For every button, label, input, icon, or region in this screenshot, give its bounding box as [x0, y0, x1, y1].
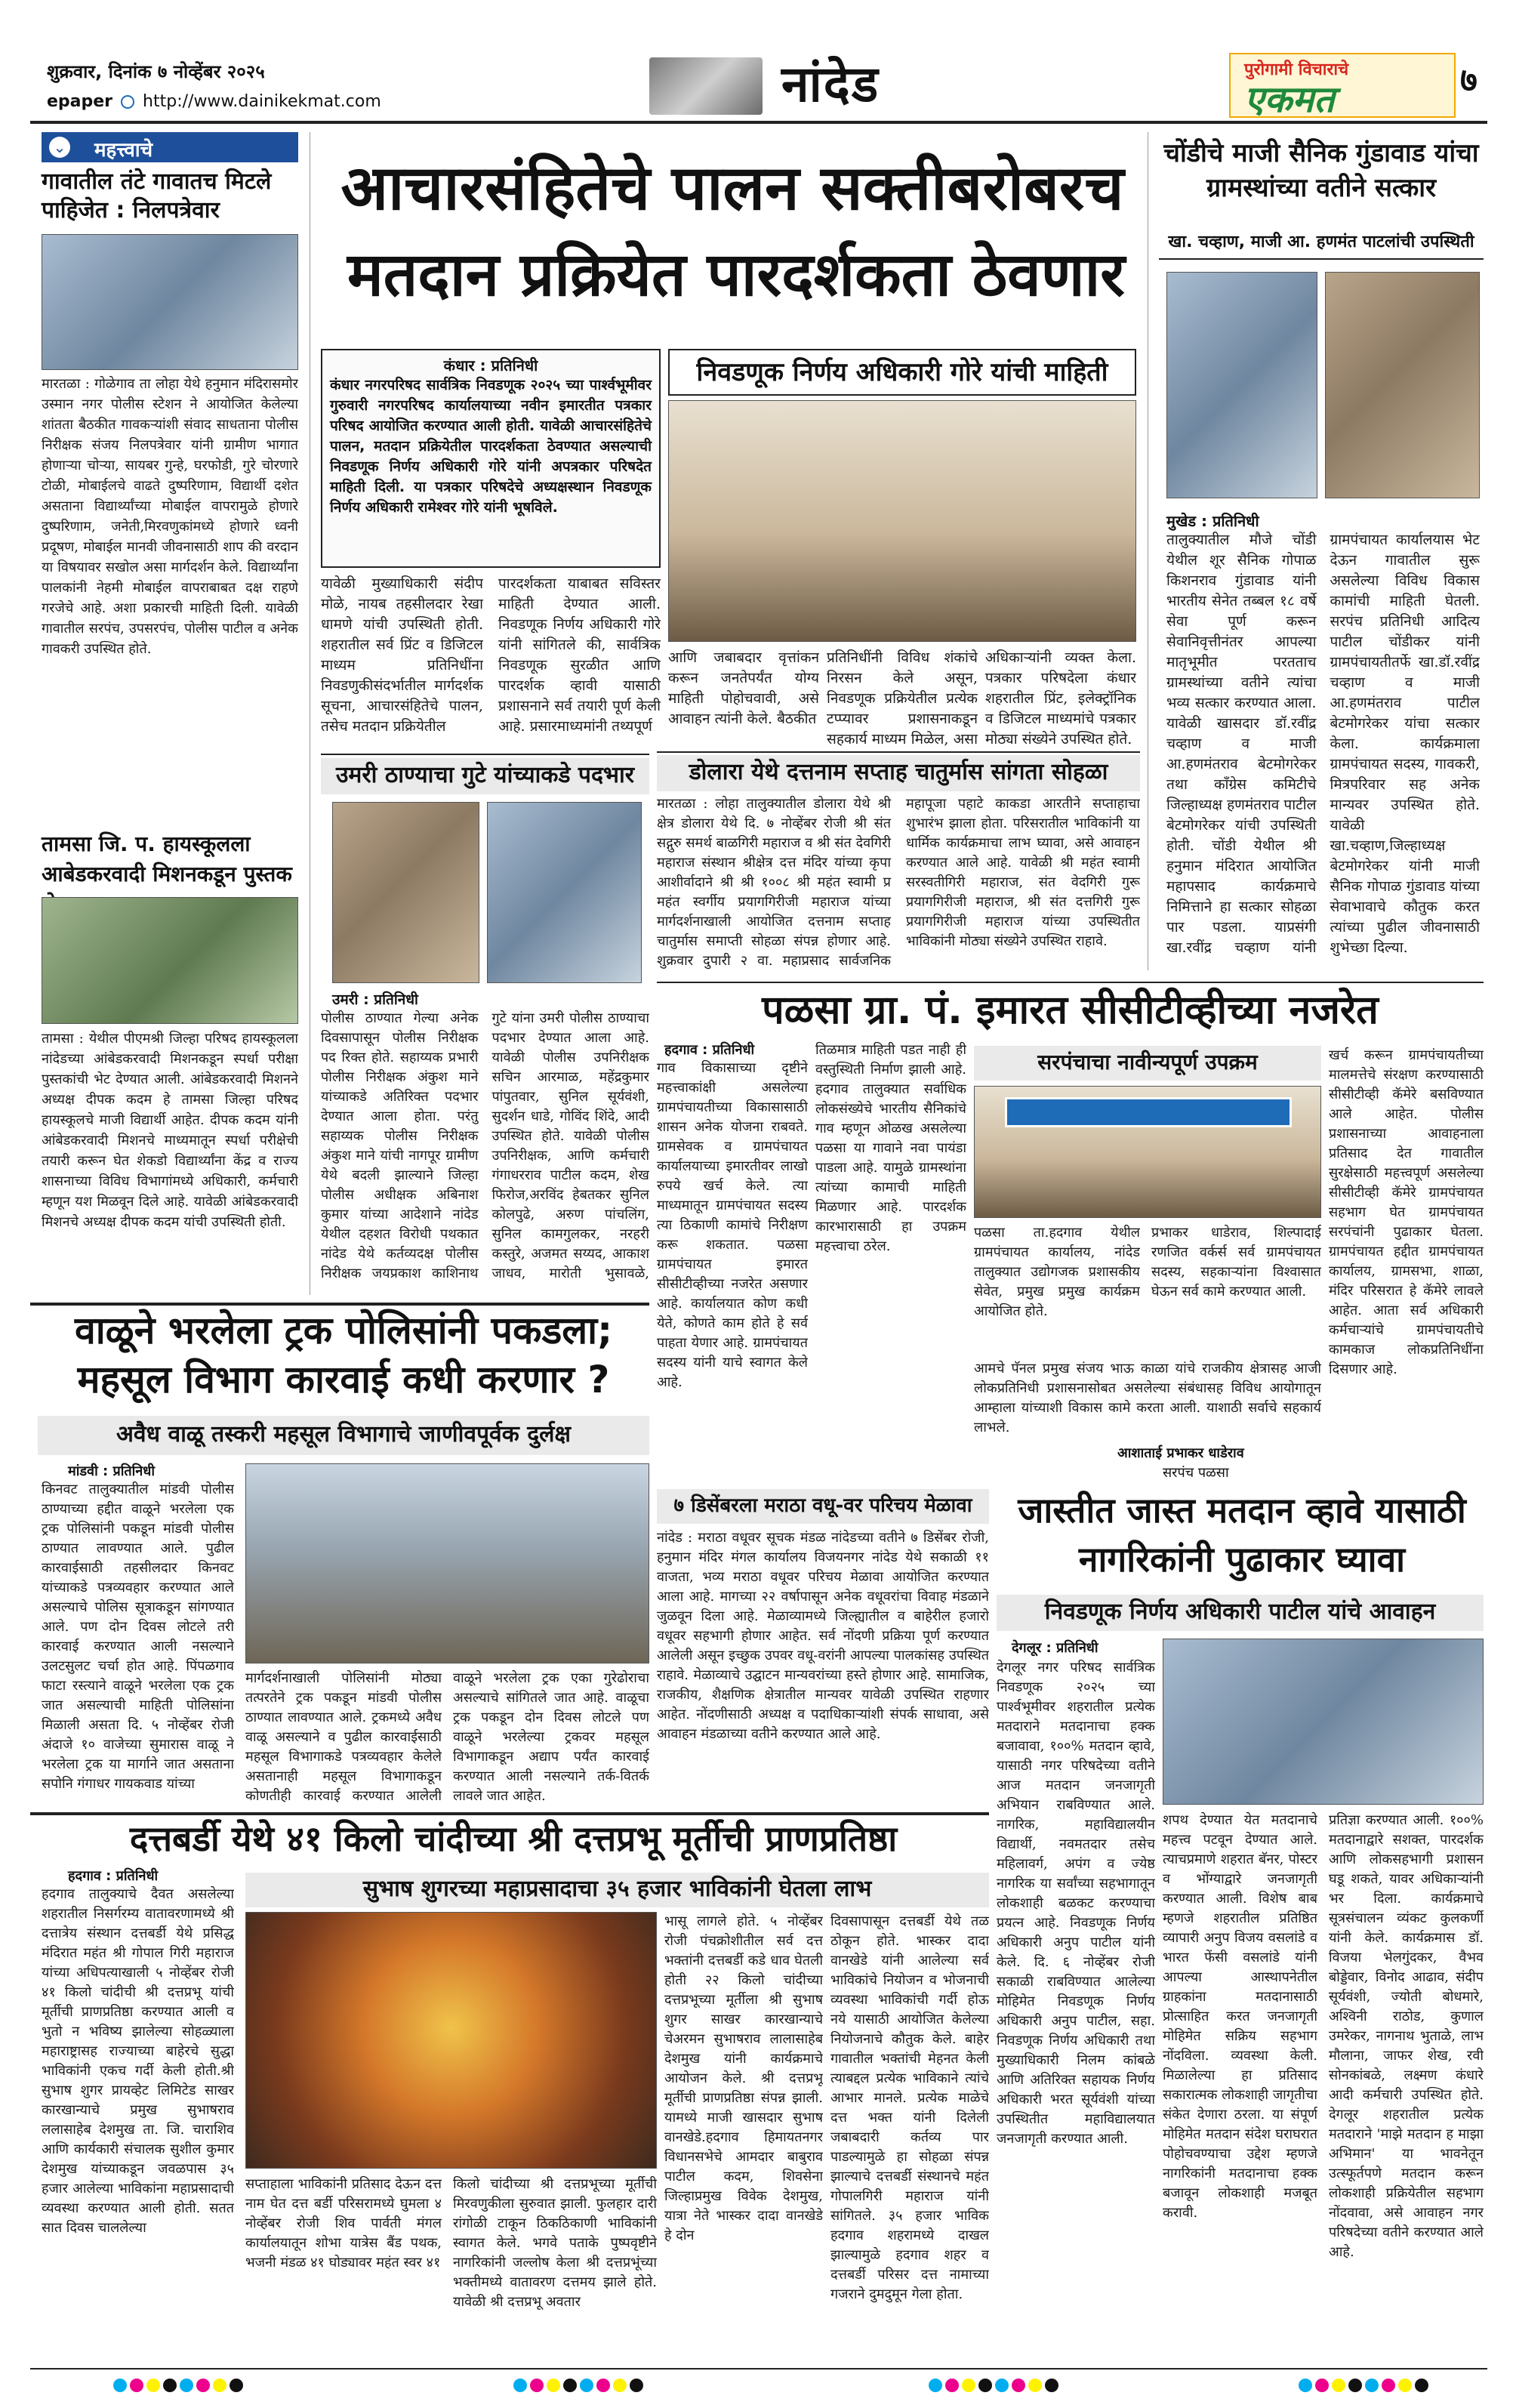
color-registration-far-right — [1299, 2379, 1431, 2395]
dattabardi-caption: सप्ताहाला भाविकांनी प्रतिसाद देऊन दत्त नाम घेत दत्त बर्डी परिसरामध्ये घुमला ४ नोव्हेंबर रोजी शिव पार्वती मंगल कार्यालयातून शोभा यात्रेस बैंड पथक, भजनी मंडळ ४१ घोड्यावर महंत स्वर ४१ — [245, 2176, 442, 2271]
epaper-link[interactable] — [47, 92, 381, 111]
patil-col2: शपथ देण्यात येत मतदानाचे महत्त्व पटवून देण्यात आले. त्याचप्रमाणे शहरात बॅनर, पोस्टर व भोंग्याद्वारे जनजागृती करण्यात आली. विशेष बाब म्हणजे शहरातील प्रतिष्ठित व्यापारी अनुप विजय वसलांडे व भारत फेंसी वसलांडे यांनी आपल्या आस्थापनेतील ग्राहकांना मतदानासाठी प्रोत्साहित करत जनजागृती मोहिमेत सक्रिय सहभाग नोंदविला. व्यवस्था केली. मिळालेल्या हा प्रतिसाद सकारात्मक लोकशाही जागृतीचा संकेत देणारा ठरला. या संपूर्ण मोहिमेत मतदान संदेश घराघरात पोहोचवण्याचा उद्देश म्हणजे नागरिकांनी मतदानाचा हक्क बजावून लोकशाही मजबूत करावी. — [1163, 1812, 1317, 2221]
dolara-rule — [657, 751, 1140, 753]
palsa-caption-right: प्रभाकर धाडेराव, शिल्पादाई रणजित वर्कर्स सर्व ग्रामपंचायत सदस्य, सहकाऱ्यांना विश्वासात घेऊन सर्व कामे करण्यात आली. — [1151, 1225, 1321, 1300]
dattabardi-col2: किलो चांदीच्या श्री दत्तप्रभूच्या मूर्तीची मिरवणुकीला सुरुवात झाली. फुलहार दारी रांगोळी टाकून ठिकठिकाणी भाविकांनी स्वागत केले. भगवे पताके पुष्पवृष्टीने नागरिकांनी जल्लोष केला श्री दत्तप्रभूंच्या भक्तीमध्ये वातावरण दत्तमय झाले होते. यावेळी श्री दत्तप्रभू अवतार — [453, 2176, 657, 2310]
left-story1-headline: गावातील तंटे गावातच मिटले पाहिजेत : निलपत्रेवार — [42, 168, 272, 224]
dattabardi-col3: भासू लागले होते. ५ नोव्हेंबर रोजी पंचक्रोशीतील सर्व दत्त भक्तांनी दत्तबर्डी कडे धाव घेतली होती २२ किलो चांदीच्या दत्तप्रभूच्या मूर्तीला श्री सुभाष शुगर साखर कारखान्याचे चेअरमन सुभाषराव लालासाहेब देशमुख यांनी कार्यक्रमाचे आयोजन केले. श्री दत्तप्रभू मूर्तीची प्राणप्रतिष्ठा संपन्न झाली. यामध्ये माजी खासदार सुभाष वानखेडे.हदगाव हिमायतनगर विधानसभेचे आमदार बाबुराव पाटील कदम, शिवसेना जिल्हाप्रमुख विवेक देशमुख, यात्रा नेते भास्कर दादा वानखेडे हे दोन — [664, 1913, 823, 2243]
palsa-col2: तिळमात्र माहिती पडत नाही ही वस्तुस्थिती निर्माण झाली आहे. हदगाव तालुक्यात सर्वाधिक लोकसंख्येचे भारतीय सैनिकांचे गाव म्हणून ओळख असलेल्या पळसा या गावाने नवा पायंडा पाडला आहे. यामुळे ग्रामस्थांना त्यांच्या कामाची माहिती मिळणार आहे. पारदर्शक कारभारासाठी हा उपक्रम महत्त्वाचा ठरेल. — [815, 1042, 966, 1254]
date-line: शुक्रवार, दिनांक ७ नोव्हेंबर २०२५ — [47, 61, 265, 82]
palsa-sign-board — [1005, 1097, 1292, 1127]
patil-headline-line2: नागरिकांनी पुढाकार घ्यावा — [1078, 1539, 1406, 1580]
left-story2-headline: तामसा जि. प. हायस्कूलला आबेडकरवादी मिशनकडून पुस्तक — [42, 831, 292, 886]
dattabardi-byline: हदगाव : प्रतिनिधी — [68, 1868, 159, 1884]
patil-headline-line1: जास्तीत जास्त मतदान व्हावे यासाठी — [1018, 1490, 1466, 1531]
footer-rule — [30, 2368, 1487, 2369]
patil-sub-banner: निवडणूक निर्णय अधिकारी पाटील यांचे आवाहन — [997, 1595, 1484, 1631]
patil-col3: प्रतिज्ञा करण्यात आली. १००% मतदानाद्वारे सशक्त, पारदर्शक आणि लोकसहभागी प्रशासन घडू शकते, यावर अधिकाऱ्यांनी भर दिला. कार्यक्रमाचे सूत्रसंचालन व्यंकट कुलकर्णी यांनी केले. कार्यक्रमास डॉ. विजया भेलगुंदकर, वैभव बोड्डेवार, विनोद आढाव, संदीप सूर्यवंशी, ज्योती बोधमारे, अश्विनी राठोड, कुणाल उमरेकर, नागनाथ भुताळे, लाभ मौलाना, जाफर शेख, रवी सोनकांबळे, लक्ष्मण कंधारे आदी कर्मचारी उपस्थित होते. देगलूर शहरातील प्रत्येक मतदाराने 'माझे मतदान ह माझा अभिमान' या भावनेतून उत्स्फूर्तपणे मतदान करून लोकशाही प्रक्रियेतील सहभाग नोंदवावा, असे आवाहन नगर परिषदेच्या वतीने करण्यात आले आहे. — [1329, 1812, 1484, 2260]
left-story2-photo — [42, 897, 298, 1024]
main-col2: पारदर्शकता याबाबत सविस्तर माहिती देण्यात आली. निवडणूक निर्णय अधिकारी गोरे यांनी सांगितले की, सार्वत्रिक निवडणूक सुरळीत आणि पारदर्शक व्हावी यासाठी प्रशासनाने सर्व तयारी पूर्ण केली आहे. प्रसारमाध्यमांनी तथ्यपूर्ण — [498, 575, 661, 735]
main-sub-banner: निवडणूक निर्णय अधिकारी गोरे यांची माहिती — [668, 349, 1136, 396]
globe-icon — [121, 95, 134, 109]
dattabardi-sub-banner: सुभाष शुगरच्या महाप्रसादाचा ३५ हजार भाविकांनी घेतला लाभ — [245, 1873, 989, 1907]
chevron-down-icon: ⌄ — [49, 137, 70, 158]
truck-col2: मार्गदर्शनाखाली पोलिसांनी मोठ्या तत्परतेने ट्रक पकडून मांडवी पोलीस ठाण्यात लावण्यात आले. ट्रकमध्ये अवैध वाळू असल्याने व पुढील कारवाईसाठी महसूल विभागाकडे पत्रव्यवहार केलेले असतानाही महसूल विभागाकडून कोणतीही कारवाई करण्यात आलेली — [245, 1670, 442, 1804]
dattabardi-rule — [30, 1812, 989, 1815]
main-col5: अधिकाऱ्यांनी व्यक्त केला. पत्रकार परिषदेला कंधार शहरातील प्रिंट, इलेक्ट्रॉनिक व डिजिटल माध्यमांचे पत्रकार मोठ्या संख्येने उपस्थित होते. — [985, 649, 1136, 748]
main-byline: कंधार : प्रतिनिधी — [443, 356, 538, 375]
palsa-headline: पळसा ग्रा. पं. इमारत सीसीटीव्हीच्या नजरेत — [762, 988, 1379, 1033]
main-col3: आणि जबाबदार वृत्तांकन करून जनतेपर्यंत योग्य माहिती पोहोचवावी, असे आवाहन त्यांनी केले. बैठकीत — [668, 649, 819, 727]
patil-byline: देगलूर : प्रतिनिधी — [1012, 1640, 1098, 1656]
truck-col1: किनवट तालुक्यातील मांडवी पोलीस ठाण्याच्या हद्दीत वाळूने भरलेला एक ट्रक पोलिसांनी पकडून मांडवी पोलीस ठाण्यात लावण्यात आले. पुढील कारवाईसाठी तहसीलदार किनवट यांच्याकडे पत्रव्यवहार करण्यात आले असल्याचे पोलिस सूत्राकडून सांगण्यात आले. पण दोन दिवस लोटले तरी कारवाई करण्यात आली नसल्याने उलटसुलट चर्चा होत आहे. पिंपळगाव फाटा रस्त्याने वाळूने भरलेला एक ट्रक जात असल्याची माहिती पोलिसांना मिळाली असता दि. ५ नोव्हेंबर रोजी अंदाजे १० वाजेच्या सुमारास वाळू ने भरलेला ट्रक या मार्गाने जात असताना सपोनि गंगाधर गायकवाड यांच्या — [42, 1481, 234, 1792]
palsa-caption-left: पळसा ता.हदगाव येथील ग्रामपंचायत कार्यालय, नांदेड तालुक्यात उद्योगजक प्रशासकीय सेवेत, प्रमुख प्रमुख कार्यक्रम आयोजित होते. — [974, 1225, 1140, 1319]
color-registration-left — [113, 2379, 246, 2395]
main-col1: यावेळी मुख्याधिकारी संदीप मोळे, नायब तहसीलदार रेखा धामणे यांची उपस्थिती होती. शहरातील सर्व प्रिंट व डिजिटल माध्यम प्रतिनिधींना निवडणुकीसंदर्भातील मार्गदर्शक सूचना, आचारसंहितेचे पालन, तसेच मतदान प्रक्रियेतील — [321, 575, 483, 735]
epaper-label: epaper — [47, 92, 113, 111]
main-headline-line1: आचारसंहितेचे पालन सक्तीबरोबरच — [340, 153, 1124, 224]
dattabardi-headline: दत्तबर्डी येथे ४१ किलो चांदीच्या श्री दत्तप्रभू मूर्तीची प्राणप्रतिष्ठा — [129, 1818, 898, 1859]
city-name: नांदेड — [781, 55, 880, 113]
truck-headline-line1: वाळूने भरलेला ट्रक पोलिसांनी पकडला; — [74, 1309, 613, 1352]
truck-sub-banner: अवैध वाळू तस्करी महसूल विभागाचे जाणीवपूर्वक दुर्लक्ष — [38, 1416, 649, 1455]
masthead-rule — [30, 121, 1487, 124]
umri-byline: उमरी : प्रतिनिधी — [332, 991, 418, 1008]
right-top-headline: चोंडीचे माजी सैनिक गुंडावाड यांचा ग्रामस्थांच्या वतीने सत्कार — [1163, 138, 1479, 203]
brand-tagline: पुरोगामी विचाराचे — [1244, 60, 1349, 79]
umri-headline: उमरी ठाण्याचा गुटे यांच्याकडे पदभार — [321, 758, 649, 794]
page-number: ७ — [1460, 61, 1477, 100]
masthead — [30, 53, 1487, 121]
palsa-rule — [657, 982, 1484, 983]
umri-body: पोलीस ठाण्यात गेल्या अनेक दिवसापासून पोलीस निरीक्षक पद रिक्त होते. सहाय्यक प्रभारी पोलीस निरीक्षक अंकुश माने यांच्याकडे अतिरिक्त पदभार देण्यात आला होता. परंतु सहाय्यक पोलीस निरीक्षक अंकुश माने यांची नागपूर ग्रामीण येथे बदली झाल्याने जिल्हा पोलीस अधीक्षक अबिनाश कुमार यांच्या आदेशाने नांदेड येथील दहशत विरोधी पथकात नांदेड येथे कर्तव्यदक्ष पोलीस निरीक्षक जयप्रकाश काशिनाथ गुटे यांना उमरी पोलीस ठाण्याचा पदभार देण्यात आला आहे. यावेळी पोलीस उपनिरीक्षक सचिन आरमाळ, महेंद्रकुमार पांपुतवार, सुनिल सूर्यवंशी, सुदर्शन धाडे, गोविंद शिंदे, आदी उपस्थित होते. यावेळी पोलीस उपनिरीक्षक, आणि कर्मचारी गंगाधरराव पाटील कदम, शेख फिरोज,अरविंद हेबतकर सुनिल कोलपुढे, अरुण पांचलिंग, सुनिल कामगुलकर, नरहरी कस्तुरे, अजमत सय्यद, आकाश जाधव, मारोती भुसावळे, — [321, 1010, 649, 1281]
section-label: महत्त्वाचे — [94, 139, 153, 162]
palsa-byline: हदगाव : प्रतिनिधी — [664, 1042, 755, 1058]
right-top-photo-1 — [1166, 272, 1317, 498]
truck-photo — [245, 1463, 649, 1663]
dattabardi-col4: दिवसापासून दत्तबर्डी येथे तळ ठोकून होते. भास्कर दादा वानखेडे यांनी आलेल्या सर्व भाविकांचे नियोजन व भोजनाची व्यवस्था भाविकांची गर्दी होऊ नये यासाठी आयोजित केलेल्या नियोजनाचे कौतुक केले. बाहेर गावातील भक्तांची मेहनत केली त्याबद्दल प्रत्येक भाविकाने त्यांचे आभार मानले. प्रत्येक माळेचे दत्त भक्त यांनी दिलेली जबाबदारी कर्तव्य पार पाडल्यामुळे हा सोहळा संपन्न झाल्याचे दत्तबर्डी संस्थानचे महंत गोपालगिरी महाराज यांनी सांगितले. ३५ हजार भाविक हदगाव शहरामध्ये दाखल झाल्यामुळे हदगाव शहर व दत्तबर्डी परिसर दत्त नामाच्या गजराने दुमदुमून गेला होता. — [830, 1913, 989, 2302]
color-registration-right — [929, 2379, 1062, 2395]
left-story1-body: मारतळा : गोळेगाव ता लोहा येथे हनुमान मंदिरासमोर उस्मान नगर पोलीस स्टेशन ने आयोजित केलेल्या शांतता बैठकीत गावकऱ्यांशी संवाद साधताना पोलीस निरीक्षक संजय निलपत्रेवार यांनी ग्रामीण भागात होणाऱ्या चोऱ्या, सायबर गुन्हे, घरफोडी, गुरे चोरणारे टोळी, मोबाईलचे वाढते दुष्परिणाम, विद्यार्थी दशेत असताना विद्यार्थ्यांच्या मोबाईल वापरामुळे होणारे दुष्परिणाम, जनेती,मिरवणुकांमध्ये होणारे ध्वनी प्रदूषण, मोबाईल मानवी जीवनासाठी शाप की वरदान या विषयावर सखोल असा मार्गदर्शन केले. विद्यार्थ्यांना पालकांनी नेहमी मोबाईल वापराबाबत दक्ष राहणे गरजेचे आहे. अशा प्रकारची माहिती दिली. यावेळी गावातील सरपंच, उपसरपंच, पोलीस पाटील व अनेक गावकरी उपस्थित होते. — [42, 376, 298, 657]
left-story1-photo — [42, 234, 298, 370]
palsa-quote-author: आशाताई प्रभाकर धाडेराव — [1117, 1445, 1244, 1461]
truck-byline: मांडवी : प्रतिनिधी — [68, 1463, 156, 1479]
right-top-photo-2 — [1325, 272, 1480, 498]
palsa-col1: गाव विकासाच्या दृष्टीने महत्त्वाकांक्षी असलेल्या ग्रामपंचायतीच्या विकासासाठी शासन अनेक योजना राबवते. ग्रामसेवक व ग्रामपंचायत कार्यालयाच्या इमारतीवर लाखो रुपये खर्च केले. त्या माध्यमातून ग्रामपंचायत सदस्य त्या ठिकाणी कामांचे निरीक्षण करू शकतात. पळसा ग्रामपंचायत इमारत सीसीटीव्हीच्या नजरेत असणार आहे. कार्यालयात कोण कधी येते, कोणते काम होते हे सर्व पाहता येणार आहे. ग्रामपंचायत सदस्य यांनी याचे स्वागत केले आहे. — [657, 1060, 808, 1390]
dolara-headline: डोलारा येथे दत्तनाम सप्ताह चातुर्मास सांगता सोहळा — [657, 755, 1140, 791]
main-lead-box — [321, 349, 661, 568]
masthead-graphic — [649, 57, 763, 115]
truck-headline-line2: महसूल विभाग कारवाई कधी करणार ? — [77, 1358, 610, 1401]
palsa-quote: आमचे पॅनल प्रमुख संजय भाऊ काळा यांचे राजकीय क्षेत्रासह आजी लोकप्रतिनिधी प्रशासनासोबत असलेल्या संबंधासह विविध आयोगातून आम्हाला यांच्याशी विकास कामे करता आली. याशाठी सर्वाचे सहकार्य लाभले. — [974, 1361, 1321, 1435]
section-label-box — [42, 132, 298, 162]
palsa-photo — [974, 1086, 1321, 1218]
left-story2-body: तामसा : येथील पीएमश्री जिल्हा परिषद हायस्कूलला नांदेडच्या आंबेडकरवादी मिशनकडून स्पर्धा परीक्षा पुस्तकांची भेट देण्यात आली. आंबेडकरवादी मिशनने अध्यक्ष दीपक कदम हे तामसा जिल्हा परिषद हायस्कूलचे माजी विद्यार्थी आहेत. दीपक कदम यांनी आंबेडकरवादी मिशनचे माध्यमातून स्पर्धा परीक्षेची तयारी करून घेत शेकडो विद्यार्थ्यांना केंद्र व राज्य शासनाच्या विविध विभागांमध्ये अधिकारी, कर्मचारी म्हणून यश मिळवून दिले आहे. यावेळी आंबेडकरवादी मिशनचे अध्यक्ष दीपक कदम यांची उपस्थिती होती. — [42, 1031, 298, 1230]
right-top-body: तालुक्यातील मौजे चोंडी येथील शूर सैनिक गोपाळ किशनराव गुंडावाड यांनी भारतीय सेनेत तब्बल १८ वर्षे सेवा पूर्ण करून सेवानिवृत्तीनंतर आपल्या मातृभूमीत परतताच ग्रामस्थांच्या वतीने त्यांचा भव्य सत्कार करण्यात आला. यावेळी खासदार डॉ.रवींद्र चव्हाण व माजी आ.हणमंतराव बेटमोगरेकर तथा काँग्रेस कमिटीचे जिल्हाध्यक्ष हणमंतराव पाटील बेटमोगरेकर यांची उपस्थिती होती. चोंडी येथील श्री हनुमान मंदिरात आयोजित महापसाद कार्यक्रमाचे निमित्ताने हा सत्कार सोहळा पार पडला. याप्रसंगी खा.रवींद्र चव्हाण यांनी ग्रामपंचायत कार्यालयास भेट देऊन गावातील सुरू असलेल्या विविध विकास कामांची माहिती घेतली. सरपंच प्रतिनिधी आदित्य पाटील चोंडीकर यांनी ग्रामपंचायतीतर्फे खा.डॉ.रवींद्र चव्हाण व माजी आ.हणमंतराव पाटील बेटमोगरेकर यांचा सत्कार केला. कार्यक्रमाला ग्रामपंचायत सदस्य, गावकरी, मित्रपरिवार सह अनेक मान्यवर उपस्थित होते. यावेळी खा.चव्हाण,जिल्हाध्यक्ष बेटमोगरेकर यांनी माजी सैनिक गोपाळ गुंडावाड यांच्या सेवाभावाचे कौतुक करत त्यांच्या पुढील जीवनासाठी शुभेच्छा दिल्या. — [1166, 532, 1480, 956]
patil-photo — [1163, 1639, 1484, 1805]
palsa-quote-role: सरपंच पळसा — [1163, 1465, 1229, 1481]
truck-col3: वाळूने भरलेला ट्रक एका गुरेढोराचा असल्याचे सांगितले जात आहे. वाळूचा ट्रक पकडून दोन दिवस लोटले पण वाळूने भरलेल्या ट्रकवर महसूल विभागाकडून अद्याप पर्यंत कारवाई करण्यात आली नसल्याने तर्क-वितर्क लावले जात आहेत. — [453, 1670, 649, 1804]
dattabardi-col1: हदगाव तालुक्याचे दैवत असलेल्या शहरातील निसर्गरम्य वातावरणामध्ये श्री दत्तात्रेय संस्थान दत्तबर्डी येथे प्रसिद्ध मंदिरात महंत श्री गोपाल गिरी महाराज यांच्या अधिपत्याखाली ५ नोव्हेंबर रोजी ४१ किलो चांदीची श्री दत्तप्रभू यांची मूर्तीची प्राणप्रतिष्ठा करण्यात आली व भुतो न भविष्य झालेल्या सोहळ्याला महाराष्ट्रासह राज्याच्या बाहेरचे सुद्धा भाविकांनी एकच गर्दी केली होती.श्री सुभाष शुगर प्रायव्हेट लिमिटेड साखर कारखान्याचे प्रमुख सुभाषराव ललासाहेब देशमुख ता. जि. चाराशिव आणि कार्यकारी संचालक सुशील कुमार देशमुख यांच्याकडून जवळपास ३५ हजार आलेल्या भाविकांना महाप्रसादाची व्यवस्था करण्यात आली होती. सतत सात दिवस चाललेल्या — [42, 1886, 234, 2236]
main-headline-line2: मतदान प्रक्रियेत पारदर्शकता ठेवणार — [347, 239, 1126, 310]
patil-col1: देगलूर नगर परिषद सार्वत्रिक निवडणूक २०२५ च्या पार्श्वभूमीवर शहरातील प्रत्येक मतदाराने मतदानाचा हक्क बजावावा, १००% मतदान व्हावे, यासाठी नगर परिषदेच्या वतीने आज मतदान जनजागृती अभियान राबविण्यात आले. नागरिक, महाविद्यालयीन विद्यार्थी, नवमतदार तसेच महिलावर्ग, अपंग व ज्येष्ठ नागरिक या सर्वांच्या सहभागातून लोकशाही बळकट करण्याचा प्रयत्न आहे. निवडणूक निर्णय अधिकारी अनुप पाटील यांनी केले. दि. ६ नोव्हेंबर रोजी सकाळी राबविण्यात आलेल्या मोहिमेत निवडणूक निर्णय अधिकारी अनुप पाटील, सहा. निवडणूक निर्णय अधिकारी तथा मुख्याधिकारी निलम कांबळे आणि अतिरिक्त सहायक निर्णय अधिकारी भरत सूर्यवंशी यांच्या उपस्थितीत महाविद्यालयात जनजागृती करण्यात आली. — [997, 1660, 1155, 2147]
truck-rule — [30, 1303, 649, 1306]
right-top-byline: मुखेड : प्रतिनिधी — [1166, 512, 1259, 530]
umri-rule — [321, 754, 649, 755]
palsa-sub-banner: सरपंचाचा नावीन्यपूर्ण उपक्रम — [974, 1046, 1321, 1081]
right-top-sub-banner: खा. चव्हाण, माजी आ. हणमंत पाटलांची उपस्थिती — [1159, 227, 1484, 260]
palsa-col4: खर्च करून ग्रामपंचायतीच्या मालमत्तेचे संरक्षण करण्यासाठी सीसीटीव्ही कॅमेरे बसविण्यात आले आहेत. पोलीस प्रशासनाच्या आवाहनाला प्रतिसाद देत गावातील सुरक्षेसाठी महत्त्वपूर्ण असलेल्या सीसीटीव्ही कॅमेरे ग्रामपंचायत सहभाग घेत ग्रामपंचायत सरपंचांनी पुढाकार घेतला. ग्रामपंचायत हद्दीत ग्रामपंचायत कार्यालय, ग्रामसभा, शाळा, मंदिर परिसरात हे कॅमेरे लावले आहेत. आता सर्व अधिकारी कर्मचाऱ्यांचे ग्रामपंचायतीचे कामकाज लोकप्रतिनिधींना दिसणार आहे. — [1329, 1047, 1484, 1377]
main-col4: प्रतिनिधींनी विविध शंकांचे निरसन केले असून, निवडणूक प्रक्रियेतील प्रत्येक टप्प्यावर प्रशासनाकडून सहकार्य माध्यम मिळेल, असा — [827, 649, 978, 748]
main-photo — [668, 400, 1136, 642]
brand-logo — [1229, 53, 1456, 121]
dattabardi-photo — [245, 1912, 657, 2169]
umri-photo-2 — [487, 802, 642, 983]
brand-name: एकमत — [1244, 79, 1335, 121]
website-url[interactable]: http://www.dainikekmat.com — [143, 92, 381, 111]
maratha-headline: ७ डिसेंबरला मराठा वधू-वर परिचय मेळावा — [657, 1489, 989, 1524]
umri-photo-1 — [332, 802, 479, 983]
color-registration-center — [513, 2379, 646, 2395]
main-lead: कंधार नगरपरिषद सार्वत्रिक निवडणूक २०२५ च्या पार्श्वभूमीवर गुरुवारी नगरपरिषद कार्यालयाच्या नवीन इमारतीत पत्रकार परिषद आयोजित करण्यात आली होती. यावेळी आचारसंहितेचे पालन, मतदान प्रक्रियेतील पारदर्शकता ठेवण्यात असल्याची निवडणूक निर्णय अधिकारी गोरे यांनी अपत्रकार परिषदेत माहिती दिली. या पत्रकार परिषदेचे अध्यक्षस्थान निवडणूक निर्णय अधिकारी रामेश्वर गोरे यांनी भूषविले. — [330, 377, 652, 516]
dolara-body: मारतळा : लोहा तालुक्यातील डोलारा येथे श्री क्षेत्र डोलारा येथे दि. ७ नोव्हेंबर रोजी श्री संत सद्गुरु समर्थ बाळगिरी महाराज व श्री संत देवगिरी महाराज संस्थान श्रीक्षेत्र दत्त मंदिर यांच्या कृपा आशीर्वादाने श्री श्री १००८ श्री महंत स्वामी प्र महंत स्वर्गीय प्रयागगिरीजी महाराज यांच्या मार्गदर्शनाखाली आयोजित दत्तनाम सप्ताह चातुर्मास समाप्ती सोहळा संपन्न होणार आहे. शुक्रवार दुपारी २ वा. महाप्रसाद सार्वजनिक महापूजा पहाटे काकडा आरतीने सप्ताहाचा शुभारंभ झाला होता. परिसरातील भाविकांनी या धार्मिक कार्यक्रमाचा लाभ घ्यावा, असे आवाहन करण्यात आले आहे. यावेळी श्री महंत स्वामी सरस्वतीगिरी महाराज, संत वेदगिरी गुरू प्रयागगिरीजी महाराज, श्री संत दत्तगिरी गुरू प्रयागगिरीजी महाराज यांच्या उपस्थितीत भाविकांनी मोठ्या संख्येने उपस्थित राहावे. — [657, 796, 1140, 969]
maratha-body: नांदेड : मराठा वधूवर सूचक मंडळ नांदेडच्या वतीने ७ डिसेंबर रोजी, हनुमान मंदिर मंगल कार्यालय विजयनगर नांदेड येथे सकाळी ११ वाजता, भव्य मराठा वधूवर परिचय मेळावा आयोजित करण्यात आला आहे. मागच्या २२ वर्षापासून अनेक वधूवरांचा विवाह मंडळाने जुळवून दिला आहे. मेळाव्यामध्ये जिल्ह्यातील व बाहेरील हजारो वधूवर सहभागी होणार आहेत. सर्व नोंदणी प्रक्रिया पूर्ण करण्यात आलेली असून इच्छुक उपवर वधू-वरांनी आपल्या पालकांसह उपस्थित राहावे. मेळाव्याचे उद्घाटन मान्यवरांच्या हस्ते होणार आहे. सामाजिक, राजकीय, शैक्षणिक क्षेत्रातील मान्यवर यावेळी उपस्थित राहणार आहेत. नोंदणीसाठी अध्यक्ष व पदाधिकाऱ्यांशी संपर्क साधावा, असे आवाहन मंडळाच्या वतीने करण्यात आले आहे. — [657, 1530, 989, 1742]
